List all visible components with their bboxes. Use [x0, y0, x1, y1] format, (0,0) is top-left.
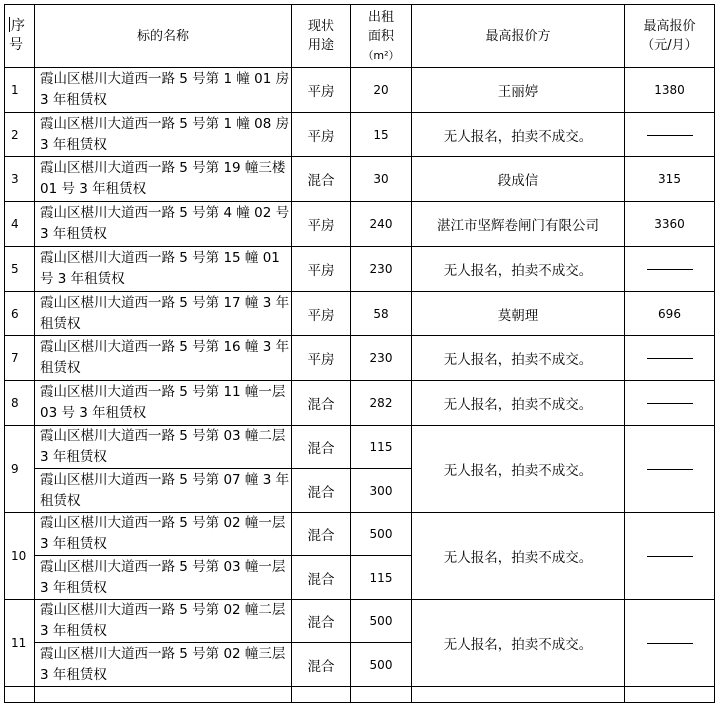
table-row — [5, 68, 715, 113]
name-cell: 霞山区椹川大道西一路 5 号第 4 幢 02 号 3 年租赁权 — [35, 202, 292, 247]
use-cell: 混合 — [292, 556, 351, 600]
price-cell: 1380 — [625, 68, 715, 113]
use-cell: 混合 — [292, 426, 351, 469]
price-cell — [625, 247, 715, 292]
price-text — [693, 351, 694, 352]
price-cell: 696 — [625, 292, 715, 336]
price-cell — [625, 336, 715, 381]
header-name: 标的名称 — [35, 5, 292, 68]
empty-cell — [351, 687, 412, 703]
area-cell: 500 — [351, 600, 412, 643]
header-seq: 序 号 — [5, 5, 35, 68]
price-cell — [625, 381, 715, 426]
header-use: 现状 用途 — [292, 5, 351, 68]
name-cell: 霞山区椹川大道西一路 5 号第 16 幢 3 年租赁权 — [35, 336, 292, 381]
area-cell: 500 — [351, 643, 412, 687]
use-cell: 平房 — [292, 202, 351, 247]
bidder-cell: 湛江市坚辉卷闸门有限公司 — [412, 202, 625, 247]
price-text — [693, 396, 694, 397]
bidder-cell: 王丽婷 — [412, 68, 625, 113]
area-cell: 282 — [351, 381, 412, 426]
name-cell: 霞山区椹川大道西一路 5 号第 02 幢二层 3 年租赁权 — [35, 600, 292, 643]
seq-cell: 8 — [5, 381, 35, 426]
name-cell: 霞山区椹川大道西一路 5 号第 11 幢一层 03 号 3 年租赁权 — [35, 381, 292, 426]
seq-cell: 2 — [5, 113, 35, 157]
use-cell: 平房 — [292, 292, 351, 336]
price-cell: 3360 — [625, 202, 715, 247]
area-cell: 300 — [351, 469, 412, 513]
seq-cell: 9 — [5, 426, 35, 513]
price-cell — [625, 600, 715, 687]
no-bid-dash — [647, 403, 693, 404]
area-cell: 115 — [351, 556, 412, 600]
price-text — [693, 128, 694, 129]
name-cell: 霞山区椹川大道西一路 5 号第 02 幢一层 3 年租赁权 — [35, 513, 292, 556]
use-cell: 平房 — [292, 336, 351, 381]
area-cell: 115 — [351, 426, 412, 469]
price-cell — [625, 113, 715, 157]
seq-cell: 3 — [5, 157, 35, 202]
bidder-cell: 无人报名，拍卖不成交。 — [412, 113, 625, 157]
name-cell: 霞山区椹川大道西一路 5 号第 03 幢一层 3 年租赁权 — [35, 556, 292, 600]
seq-cell: 11 — [5, 600, 35, 687]
table-row-partial — [5, 687, 715, 703]
bidder-cell: 无人报名，拍卖不成交。 — [412, 336, 625, 381]
bidder-cell: 无人报名，拍卖不成交。 — [412, 513, 625, 600]
table-row — [5, 426, 715, 469]
bidder-cell: 无人报名，拍卖不成交。 — [412, 381, 625, 426]
header-bidder: 最高报价方 — [412, 5, 625, 68]
empty-cell — [5, 687, 35, 703]
seq-cell: 6 — [5, 292, 35, 336]
name-cell: 霞山区椹川大道西一路 5 号第 07 幢 3 年租赁权 — [35, 469, 292, 513]
use-cell: 混合 — [292, 157, 351, 202]
area-cell: 30 — [351, 157, 412, 202]
area-cell: 230 — [351, 247, 412, 292]
seq-cell: 4 — [5, 202, 35, 247]
no-bid-dash — [647, 358, 693, 359]
empty-cell — [35, 687, 292, 703]
table-row — [5, 292, 715, 336]
bidder-cell: 莫朝理 — [412, 292, 625, 336]
header-area: 出租 面积 （m²） — [351, 5, 412, 68]
use-cell: 平房 — [292, 247, 351, 292]
empty-cell — [412, 687, 625, 703]
area-cell: 58 — [351, 292, 412, 336]
table-row — [5, 600, 715, 643]
use-cell: 平房 — [292, 113, 351, 157]
auction-results-table — [4, 4, 715, 703]
use-cell: 混合 — [292, 469, 351, 513]
use-cell: 混合 — [292, 643, 351, 687]
name-cell: 霞山区椹川大道西一路 5 号第 17 幢 3 年租赁权 — [35, 292, 292, 336]
name-cell: 霞山区椹川大道西一路 5 号第 1 幢 08 房 3 年租赁权 — [35, 113, 292, 157]
price-text — [693, 262, 694, 263]
bidder-cell: 无人报名，拍卖不成交。 — [412, 600, 625, 687]
name-cell: 霞山区椹川大道西一路 5 号第 03 幢二层 3 年租赁权 — [35, 426, 292, 469]
table-row — [5, 202, 715, 247]
table-row — [5, 113, 715, 157]
no-bid-dash — [647, 556, 693, 557]
header-price: 最高报价 （元/月） — [625, 5, 715, 68]
no-bid-dash — [647, 469, 693, 470]
table-row — [5, 513, 715, 556]
use-cell: 混合 — [292, 600, 351, 643]
no-bid-dash — [647, 643, 693, 644]
area-cell: 230 — [351, 336, 412, 381]
name-cell: 霞山区椹川大道西一路 5 号第 02 幢三层 3 年租赁权 — [35, 643, 292, 687]
header-row — [5, 5, 715, 68]
price-text — [693, 636, 694, 637]
name-cell: 霞山区椹川大道西一路 5 号第 19 幢三楼 01 号 3 年租赁权 — [35, 157, 292, 202]
text-cursor — [9, 17, 10, 32]
no-bid-dash — [647, 269, 693, 270]
table-row — [5, 157, 715, 202]
use-cell: 平房 — [292, 68, 351, 113]
price-cell — [625, 513, 715, 600]
seq-cell: 10 — [5, 513, 35, 600]
empty-cell — [625, 687, 715, 703]
table-row — [5, 247, 715, 292]
empty-cell — [292, 687, 351, 703]
use-cell: 混合 — [292, 513, 351, 556]
seq-cell: 5 — [5, 247, 35, 292]
bidder-cell: 段成信 — [412, 157, 625, 202]
bidder-cell: 无人报名，拍卖不成交。 — [412, 426, 625, 513]
price-text — [693, 549, 694, 550]
no-bid-dash — [647, 135, 693, 136]
bidder-cell: 无人报名，拍卖不成交。 — [412, 247, 625, 292]
area-cell: 500 — [351, 513, 412, 556]
area-cell: 240 — [351, 202, 412, 247]
seq-cell: 1 — [5, 68, 35, 113]
name-cell: 霞山区椹川大道西一路 5 号第 15 幢 01 号 3 年租赁权 — [35, 247, 292, 292]
area-cell: 15 — [351, 113, 412, 157]
table-row — [5, 381, 715, 426]
price-cell: 315 — [625, 157, 715, 202]
name-cell: 霞山区椹川大道西一路 5 号第 1 幢 01 房 3 年租赁权 — [35, 68, 292, 113]
table-row — [5, 336, 715, 381]
seq-cell: 7 — [5, 336, 35, 381]
price-text — [693, 462, 694, 463]
price-cell — [625, 426, 715, 513]
use-cell: 混合 — [292, 381, 351, 426]
area-cell: 20 — [351, 68, 412, 113]
